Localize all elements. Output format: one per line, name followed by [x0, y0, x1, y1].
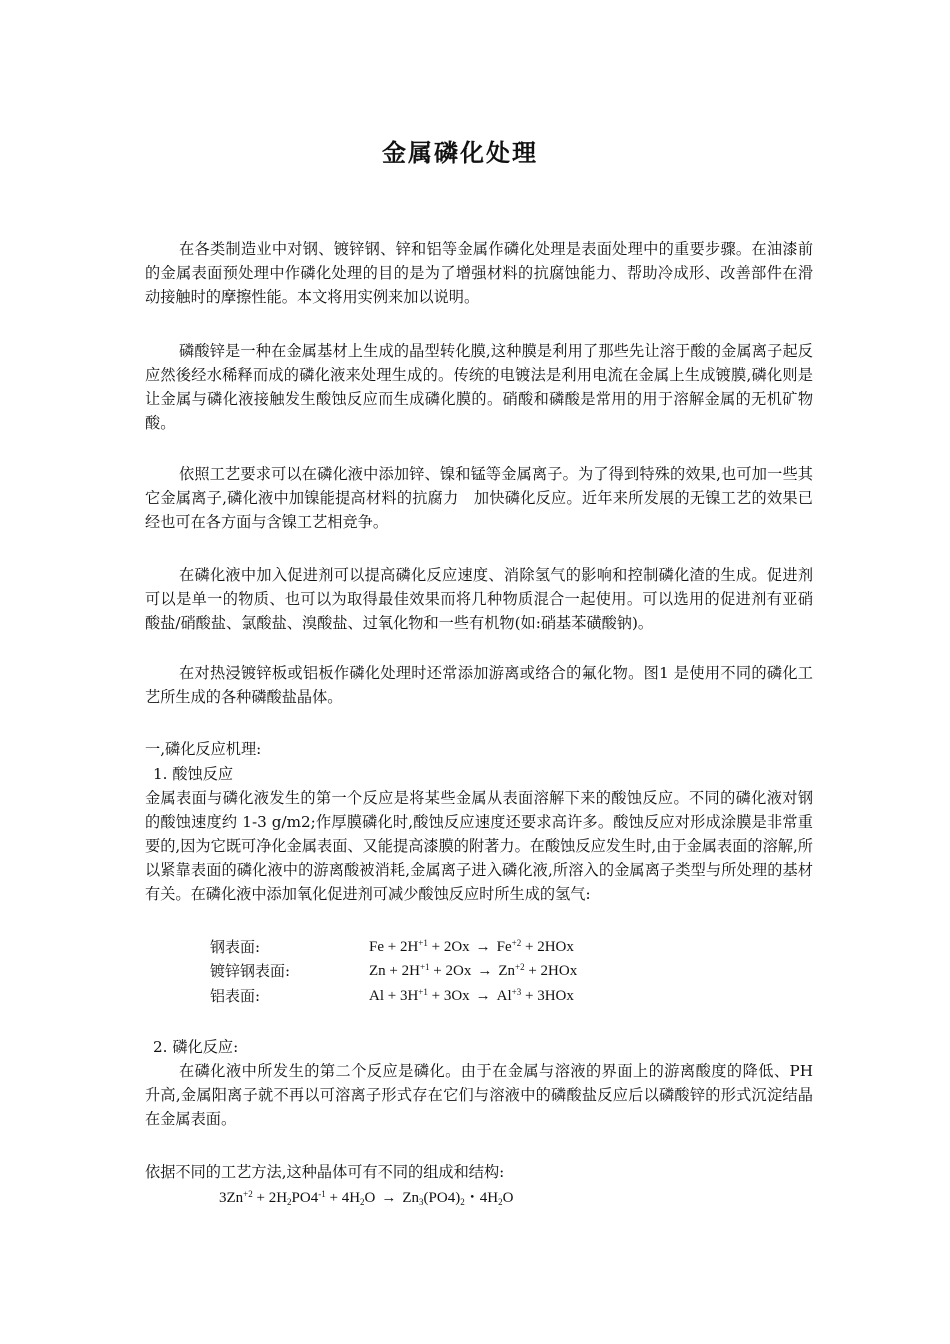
paragraph-intro: 在各类制造业中对钢、镀锌钢、锌和铝等金属作磷化处理是表面处理中的重要步骤。在油漆前的金属表面预处理中作磷化处理的目的是为了增强材料的抗腐蚀能力、帮助冷成形、改善部件在滑动接触时的摩擦性能。本文将用实例来加以说明。: [145, 240, 813, 306]
paragraph-acid-etch: 金属表面与磷化液发生的第一个反应是将某些金属从表面溶解下来的酸蚀反应。不同的磷化液对钢的酸蚀速度约 1-3 g/m2;作厚膜磷化时,酸蚀反应速度还要求高许多。酸蚀反应对形成涂膜是非常重要的,因为它既可净化金属表面、又能提高漆膜的附著力。在酸蚀反应发生时,由于金属表面的溶解,所以紧靠表面的磷化液中的游离酸被消耗,金属离子进入磷化液,所溶入的金属离子类型与所处理的基材有关。在磷化液中添加氧化促进剂可减少酸蚀反应时所生成的氢气:: [145, 789, 813, 903]
equation-label-aluminum: 铝表面:: [210, 987, 261, 1005]
arrow-icon: →: [477, 963, 493, 979]
equation-galvanized: $Zn + 2H^{+1} + 2Ox \to Zn^{+2} + 2HOx$: [369, 959, 577, 983]
equation-label-steel: 钢表面:: [210, 938, 261, 956]
paragraph-metal-ions: 依照工艺要求可以在磷化液中添加锌、镍和锰等金属离子。为了得到特殊的效果,也可加一些其它金属离子,磷化液中加镍能提高材料的抗腐力 加快磷化反应。近年来所发展的无镍工艺的效果已经也可在各方面与含镍工艺相竞争。: [145, 465, 813, 531]
paragraph-phosphating: 在磷化液中所发生的第二个反应是磷化。由于在金属与溶液的界面上的游离酸度的降低、PH 升高,金属阳离子就不再以可溶离子形式存在它们与溶液中的磷酸盐反应后以磷酸锌的形式沉淀结晶在金属表面。: [145, 1062, 813, 1128]
arrow-icon: →: [475, 988, 491, 1004]
paragraph-zinc-phosphate: 磷酸锌是一种在金属基材上生成的晶型转化膜,这种膜是利用了那些先让溶于酸的金属离子起反应然後经水稀释而成的磷化液来处理生成的。传统的电镀法是利用电流在金属上生成镀膜,磷化则是让金属与磷化液接触发生酸蚀反应而生成磷化膜的。硝酸和磷酸是常用的用于溶解金属的无机矿物酸。: [145, 342, 813, 432]
section-heading-mechanism: 一,磷化反应机理:: [145, 740, 262, 758]
equation-steel: $Fe + 2H^{+1} + 2Ox \to Fe^{+2} + 2HOx$: [369, 935, 574, 959]
subheading-acid-etch: 1. 酸蚀反应: [153, 765, 234, 783]
paragraph-crystal-intro: 依据不同的工艺方法,这种晶体可有不同的组成和结构:: [145, 1163, 505, 1181]
equation-label-galvanized: 镀锌钢表面:: [210, 962, 291, 980]
subheading-phosphating: 2. 磷化反应:: [153, 1038, 239, 1056]
equation-zinc-phosphate: $3Zn^{+2} + 2H_2PO4^{-1} + 4H_2O \to Zn_3(PO4)_2$・$4H_2O$: [219, 1186, 513, 1210]
document-title: 金属磷化处理: [382, 138, 538, 167]
paragraph-accelerators: 在磷化液中加入促进剂可以提高磷化反应速度、消除氢气的影响和控制磷化渣的生成。促进剂可以是单一的物质、也可以为取得最佳效果而将几种物质混合一起使用。可以选用的促进剂有亚硝酸盐/硝酸盐、氯酸盐、溴酸盐、过氧化物和一些有机物(如:硝基苯磺酸钠)。: [145, 566, 813, 632]
equation-aluminum: $Al + 3H^{+1} + 3Ox \to Al^{+3} + 3HOx$: [369, 984, 574, 1008]
paragraph-fluorides: 在对热浸镀锌板或铝板作磷化处理时还常添加游离或络合的氟化物。图1 是使用不同的磷化工艺所生成的各种磷酸盐晶体。: [145, 664, 813, 706]
arrow-icon: →: [381, 1190, 397, 1206]
arrow-icon: →: [475, 939, 491, 955]
